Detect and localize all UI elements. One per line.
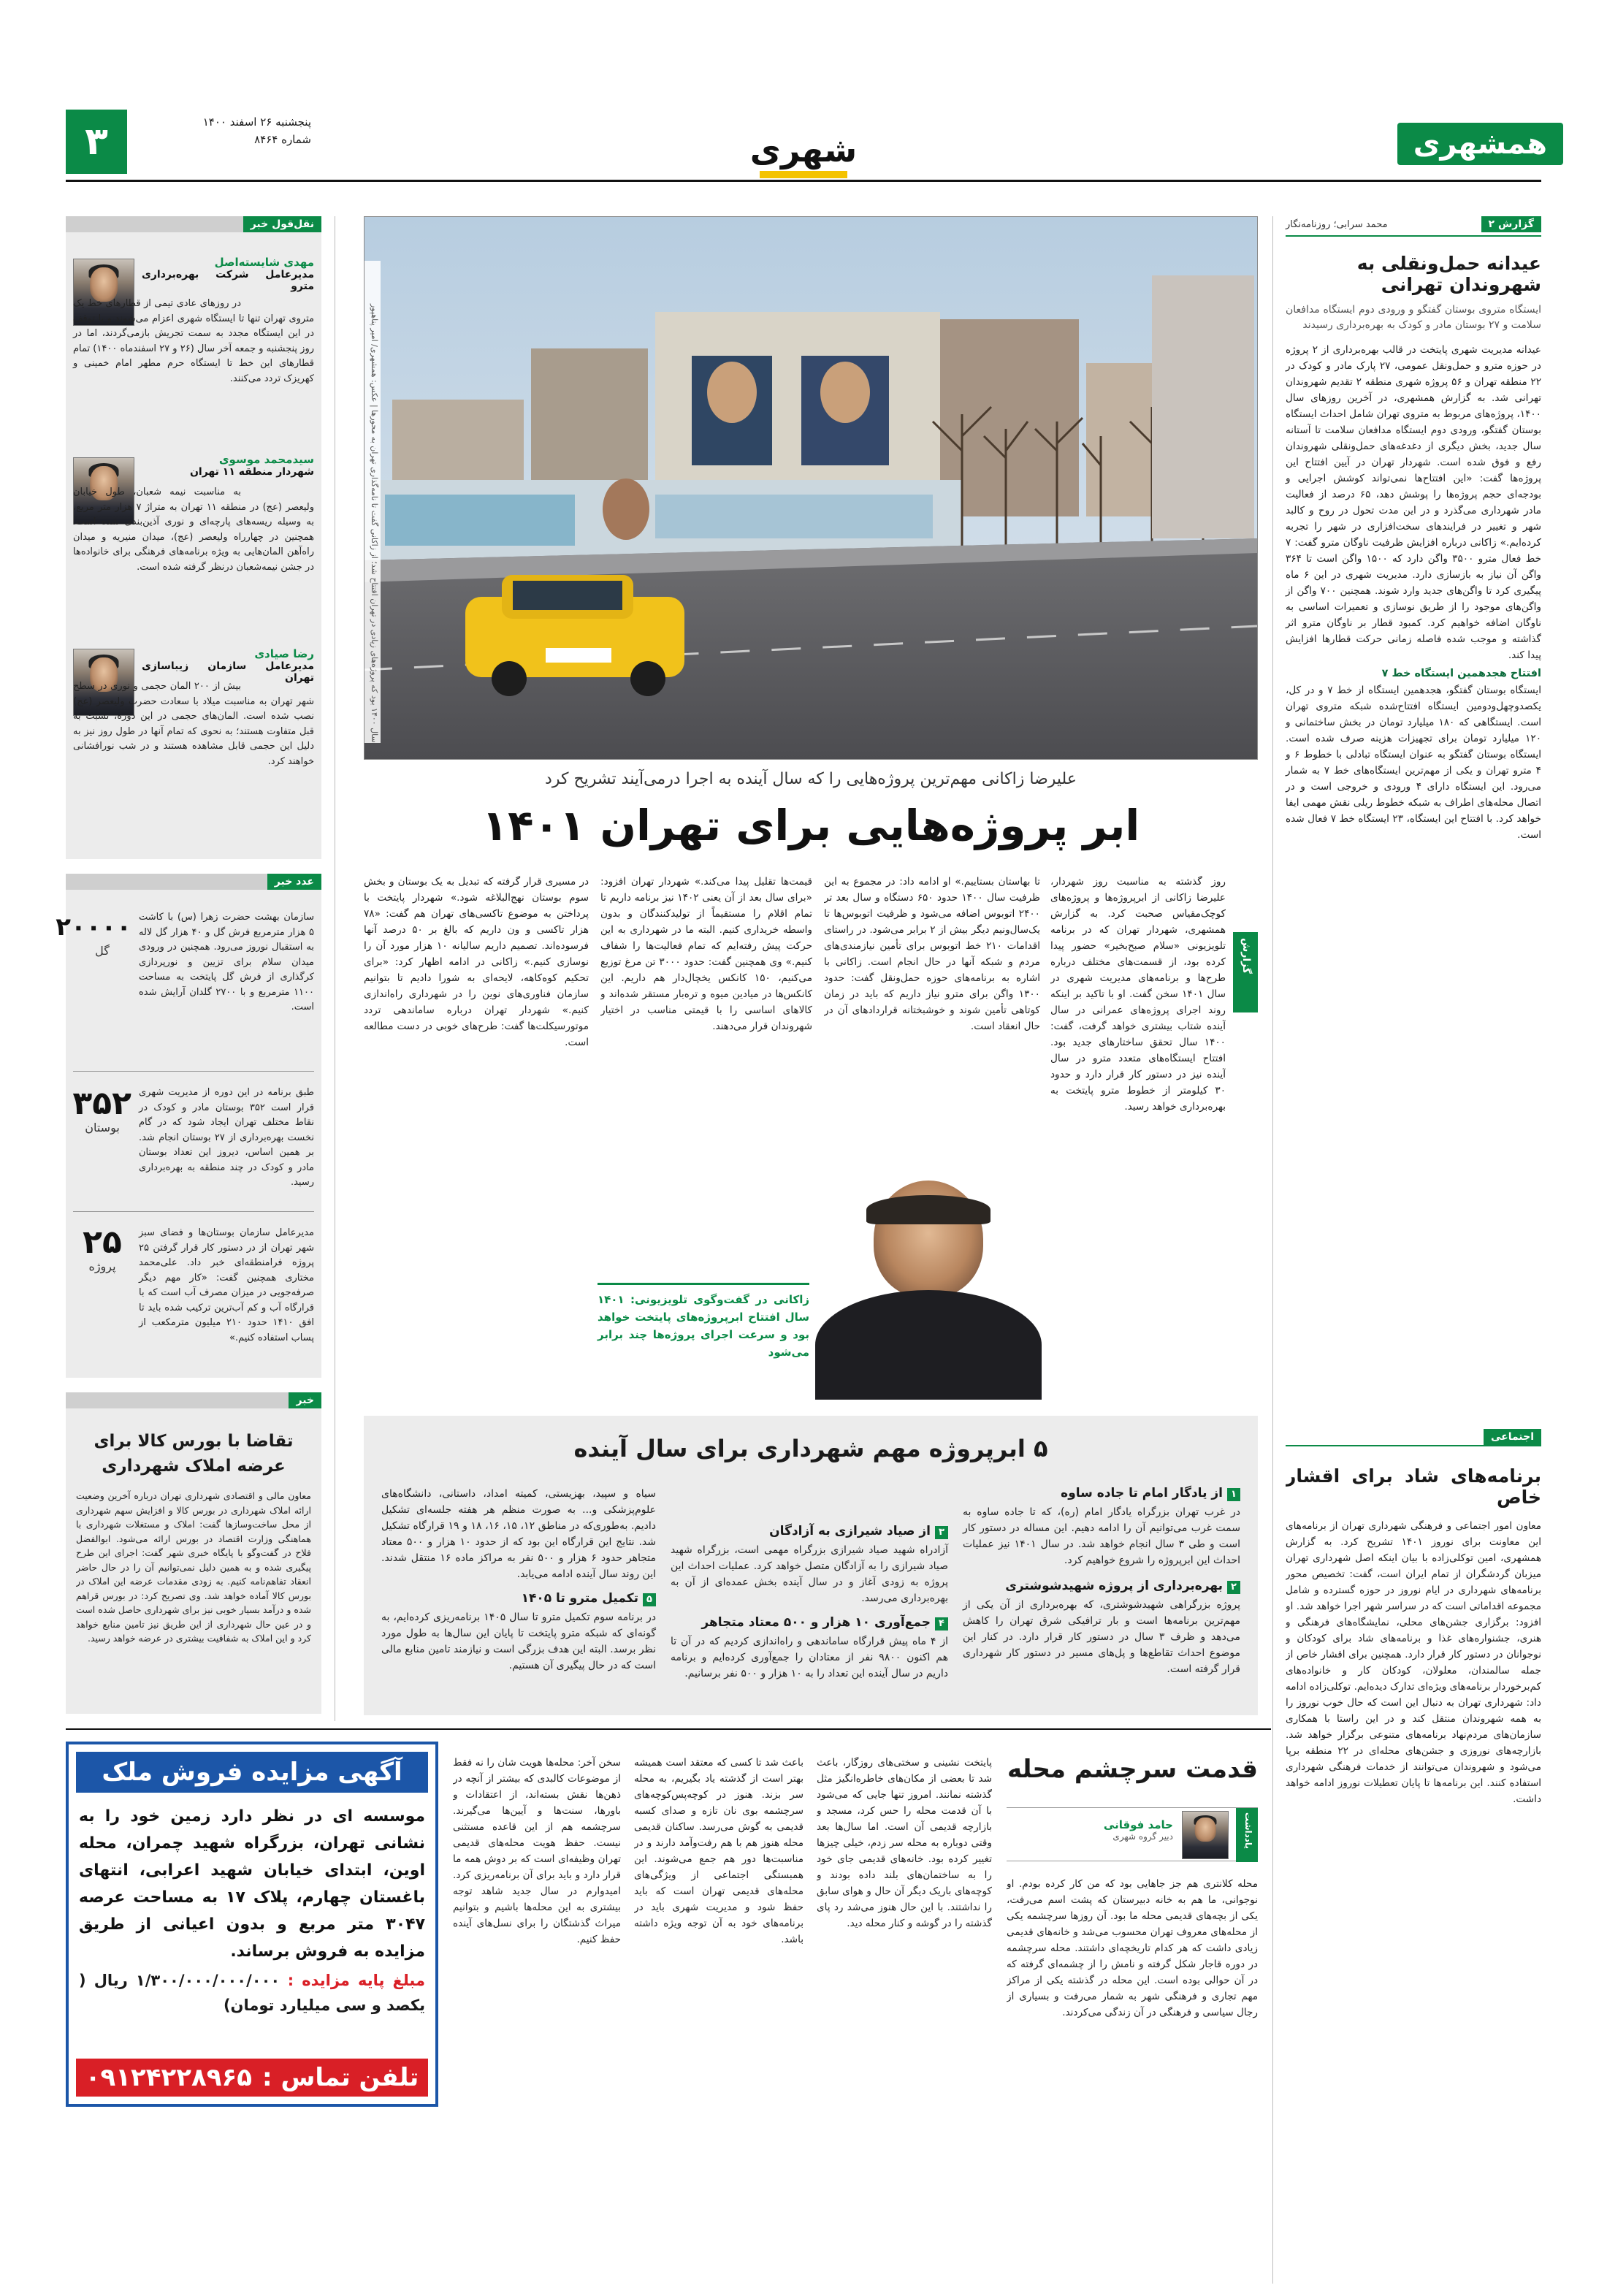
main-col-4: در مسیری قرار گرفته که تبدیل به یک بوستان و بخش سوم بوستان نهج‌البلاغه شود.» شهردار پایتخت با پرداختن به موضوع تاکسی‌های تهران هم گفت: «۷۸ هزار تاکسی و ون داریم که بالغ بر ۵۰ درصد آنها فرسوده‌اند. تصمیم داریم سالیانه ۱۰ هزار مورد آن را نوسازی کنیم.» زاکانی در ادامه اظهار کرد: «برای تحکیم کوه‌کاهه، لایحه‌ای به شورا دادیم تا بتوانیم سازمان فناوری‌های نوین را در شهرداری راه‌اندازی کنیم.» شهردار تهران درباره ساماندهی تردد موتورسیکلت‌ها گفت: طرح‌های خوبی در دست مطالعه است.: [364, 876, 589, 1048]
quote-title: مدیرعامل شرکت بهره‌برداری مترو: [142, 269, 314, 292]
news-tag: خبر: [289, 1392, 321, 1408]
main-kicker: علیرضا زاکانی مهم‌ترین پروژه‌هایی را که سال آینده به اجرا درمی‌آیند تشریح کرد: [545, 770, 1077, 788]
quote-name: مهدی شایسته‌اصل: [214, 256, 314, 269]
masthead: [0, 0, 1607, 183]
opinion-col-3: باعث شد تا کسی که معتقد است همیشه بهتر است از گذشته یاد بگیریم، به محله سر بزند. هنوز در کوچه‌پس‌کوچه‌های سرچشمه بوی نان تازه و صدای کسبه قدیمی به گوش می‌رسد. ساکنان قدیمی محله هنوز هم با هم رفت‌وآمد دارند و در مناسبت‌ها دور هم جمع می‌شوند. این همبستگی اجتماعی از ویژگی‌های محله‌های قدیمی تهران است که باید حفظ شود و مدیریت شهری باید در برنامه‌های خود به آن توجه ویژه داشته باشد.: [634, 1757, 804, 1945]
project-number: ۱: [1227, 1488, 1240, 1501]
section-underline: [760, 171, 847, 178]
projects-title: ۵ ابرپروژه مهم شهرداری برای سال آینده: [573, 1435, 1048, 1462]
project-number: ۴: [935, 1617, 948, 1631]
main-tag: گزارش: [1240, 938, 1252, 975]
ad-body: موسسه ای در نظر دارد زمین خود را به نشانی تهران، بزرگراه شهید چمران، محله اوین، ابتدای خیابان شهید اعرابی، انتهای باغستان چهارم، پلاک ۱۷ به مساحت عرصه ۳۰۴۷ متر مربع و بدون اعیانی از طریق مزایده به فروش برساند.: [79, 1807, 425, 1961]
header-rule: [66, 180, 1541, 182]
quote-text: در روزهای عادی تیمی از قطارهای خط یک متروی تهران تنها تا ایستگاه شهری اعزام می‌شوند و با توقف در این ایستگاه مجدد به سمت تجریش بازمی‌گردند، اما در روز پنجشنبه و جمعه آخر سال (۲۶ و ۲۷ اسفندماه ۱۴۰۰) تمام قطارهای این خط تا ایستگاه حرم مطهر امام خمینی و کهریزک تردد می‌کنند.: [73, 298, 314, 384]
project-text: از ۴ ماه پیش قرارگاه ساماندهی و راه‌اندازی کردیم که در آن تا هم اکنون ۹۸۰۰ نفر از معتادان را جمع‌آوری کرده‌ایم و برنامه داریم در سال آینده این تعداد را به ۱۰ هزار و ۵۰۰ نفر برسانیم.: [671, 1636, 948, 1679]
brand-logo: همشهری: [1397, 123, 1563, 165]
project-text: آزادراه شهید صیاد شیرازی بزرگراه مهمی است، بزرگراه شهید صیاد شیرازی را به آزادگان متصل خواهد کرد. عملیات احداث این پروژه به زودی آغاز و در سال آینده بخش عمده‌ای از آن به بهره‌برداری می‌رسد.: [671, 1544, 948, 1604]
project-title: از صیاد شیرازی به آزادگان: [769, 1524, 931, 1538]
ad-phone: ۰۹۱۲۴۲۲۸۹۶۵: [85, 2063, 253, 2092]
stat-text: مدیرعامل سازمان بوستان‌ها و فضای سبز شهر تهران از در دستور کار قرار گرفتن ۲۵ پروژه فرامنطقه‌ای خبر داد. علی‌محمد مختاری همچنین گفت: «کار مهم دیگر صرفه‌جویی در میزان مصرف آب است که با قرارگاه آب و کم آب‌ترین ترکیب شده باید تا افق ۱۴۱۰ حدود ۲۱۰ میلیون مترمکعب از پساب استفاده کنیم.»: [139, 1227, 314, 1343]
project-title: جمع‌آوری ۱۰ هزار و ۵۰۰ معتاد متجاهر: [701, 1615, 931, 1630]
social-body: معاون امور اجتماعی و فرهنگی شهرداری تهران از برنامه‌های این معاونت برای نوروز ۱۴۰۱ تشریح کرد. به گزارش همشهری، امین توکلی‌زاده با بیان اینکه اصل شهرداری تهران میزبان گردشگران از تمام ایران است، گفت: تخصیص محور برنامه‌های شهرداری در ایام نوروز در حوزه گسترده و شامل مجموعه اقداماتی است که در سراسر شهر اجرا خواهد شد. او افزود: برگزاری جشن‌های محلی، نمایشگاه‌های فرهنگی و هنری، جشنواره‌های غذا و برنامه‌های شاد برای کودکان و نوجوانان در دستور کار قرار دارد. همچنین برای اقشار خاص از جمله سالمندان، معلولان، کودکان کار و خانواده‌های کم‌برخوردار برنامه‌های ویژه‌ای تدارک دیده‌ایم. توکلی‌زاده ادامه داد: شهرداری تهران به دنبال این است که حال خوب نوروز را به همه شهروندان منتقل کند و در این راستا با همکاری سازمان‌های مردم‌نهاد برنامه‌های متنوعی برگزار خواهد شد. بازارچه‌های نوروزی و جشن‌های محله‌ای در ۲۲ منطقه برپا می‌شود و شهروندان می‌توانند از خدمات فرهنگی شهرداری استفاده کنند. این برنامه‌ها تا پایان تعطیلات نوروز ادامه خواهد داشت.: [1286, 1520, 1541, 1805]
bottom-rule: [66, 1728, 1271, 1730]
project-text: در برنامه سوم تکمیل مترو تا سال ۱۴۰۵ برنامه‌ریزی کرده‌ایم، به گونه‌ای که شبکه مترو پایتخت تا پایان این سال‌ها به طول مورد نظر برسد. البته این هدف بزرگی است و نیازمند تامین منابع مالی است که در حال پیگیری آن هستیم.: [381, 1612, 656, 1671]
stat-text: طبق برنامه در این دوره از مدیریت شهری قرار است ۳۵۲ بوستان مادر و کودک در نقاط مختلف تهران ایجاد شود که در گام نخست بهره‌برداری از ۲۷ بوستان انجام شد. بر همین اساس، دیروز این تعداد بوستان مادر و کودک در چند منطقه به بهره‌برداری رسید.: [139, 1087, 315, 1188]
main-article: [364, 874, 1258, 1400]
page-number: ۳: [66, 110, 127, 174]
street-photo: [364, 217, 1257, 760]
report-lead: ایستگاه متروی بوستان گفتگو و ورودی دوم ایستگاه مدافعان سلامت و ۲۷ بوستان مادر و کودک به بهره‌برداری رسیدند: [1286, 304, 1541, 331]
quote-name: سیدمحمد موسوی: [218, 453, 314, 466]
project-text: پروژه بزرگراهی شهیدشوشتری، که بهره‌برداری از آن یکی از مهم‌ترین برنامه‌ها است و بار ترافیکی شرق تهران را کاهش می‌دهد و ظرف ۳ سال در دستور کار قرار دارد. در کنار این موضوع احداث تقاطع‌ها و پل‌های مسیر در دستور کار شهرداری قرار گرفته است.: [963, 1599, 1240, 1675]
project-number: ۳: [935, 1526, 948, 1539]
main-col-3: قیمت‌ها تقلیل پیدا می‌کند.» شهردار تهران افزود: «برای سال بعد از آن یعنی ۱۴۰۲ نیز برنامه داریم تا تمام اقلام را مستقیماً از تولیدکنندگان و بدون واسطه خریداری کنیم. البته ما در شهرداری به این حرکت پیش رفته‌ایم که تمام فعالیت‌ها را شفاف کنیم.» وی همچنین گفت: حدود ۳۰۰۰ تن مرغ توزیع می‌کنیم، ۱۵۰ کانکس یخچال‌دار هم داریم. این کانکس‌ها در میادین میوه و تره‌بار مستقر شده‌اند و کالاهای اساسی را با قیمتی مناسب در اختیار شهروندان قرار می‌دهند.: [600, 876, 812, 1032]
report-body: عیدانه مدیریت شهری پایتخت در قالب بهره‌برداری از ۲ پروژه در حوزه مترو و حمل‌ونقل عمومی، ۲۷ پارک مادر و کودک در ۲۲ منطقه تهران و ۵۶ پروژه شهری منطقه ۲ تقدیم شهروندان تهرانی شد. به گزارش همشهری، در آخرین روزهای سال ۱۴۰۰، پروژه‌های مربوط به متروی تهران شامل احداث ایستگاه بوستان گفتگو، ورودی دوم ایستگاه مدافعان سلامت تا آستانه سال جدید، بخش دیگری از دغدغه‌های حمل‌ونقلی شهروندان رفع و فوق شده است. شهردار تهران در آیین افتتاح این پروژه‌ها گفت: «این افتتاح‌ها نمی‌تواند کوشش اجرایی و بودجه‌ای حجم پروژه‌ها را پوشش دهد، ۶۵ درصد از فعالیت مادر شهرداری می‌گذرد و در این مدت تحول در روح و کالبد شهر و تغییر در فرایندهای سخت‌افزاری در شهر را تجربه کرده‌ایم.» زاکانی درباره افزایش ظرفیت ناوگان مترو گفت: ۷ خط فعال مترو ۳۵۰۰ واگن دارد که ۱۵۰۰ واگن است تا ۳۶۴ واگن آن نیاز به بازسازی دارد. مدیریت شهری در این ۶ ماه پیگیری کرد تا واگن‌های جدید وارد شوند. همچنین ۷۰۰ واگن از واگن‌های موجود را از طریق نوسازی و تعمیرات اساسی به ناوگان اضافه خواهیم کرد. کمبود قطار بر ناوگان مترو اثر گذاشته و موجب شده فاصله زمانی حرکت قطارها افزایش پیدا کند.: [1286, 344, 1541, 661]
quote-title: شهردار منطقه ۱۱ تهران: [189, 466, 314, 478]
numbers-tag: عدد خبر: [267, 874, 321, 890]
quotes-box: [66, 216, 321, 859]
numbers-box: [56, 874, 321, 1378]
quote-name: رضا صیادی: [254, 647, 314, 660]
section-title: شهری: [749, 130, 858, 169]
pull-quote: زاکانی در گفت‌وگوی تلویزیونی: ۱۴۰۱ سال افتتاح ابرپروژه‌های پایتخت خواهد بود و سرعت اجرای پروژه‌ها چند برابر می‌شود: [598, 1283, 809, 1361]
main-photo: [364, 216, 1258, 760]
report-subhead: افتتاح هجدهمین ایستگاه خط ۷: [1381, 668, 1541, 679]
main-col-1: روز گذشته به مناسبت روز شهردار، علیرضا زاکانی از ابرپروژه‌ها و پروژه‌های کوچک‌مقیاس صحبت کرد. به گزارش همشهری، شهردار تهران که در برنامه تلویزیونی «سلام صبح‌بخیر» حضور پیدا کرده بود، از قسمت‌های مختلف درباره طرح‌ها و برنامه‌های مدیریت شهری در سال ۱۴۰۱ سخن گفت. او با تاکید بر اینکه روند اجرای پروژه‌های عمرانی در سال آینده شتاب بیشتری خواهد گرفت، گفت: ۱۴۰۰ سال تحقق ساختارهای جدید بود. افتتاح ایستگاه‌های متعدد مترو در سال آینده نیز در دستور کار قرار دارد و حدود ۳۰ کیلومتر از خطوط مترو پایتخت به بهره‌برداری خواهد رسید.: [1050, 876, 1226, 1113]
stat-value: ۲۵: [83, 1224, 122, 1261]
quote-text: به مناسبت نیمه شعبان، طول خیابان ولیعصر (عج) در منطقه ۱۱ تهران به متراژ ۷ هزار متر مربع، به وسیله ریسه‌های پارچه‌ای و نوری آذین‌بندی شده است. همچنین در چهارراه ولیعصر (عج)، میدان منیریه و میدان راه‌آهن المان‌هایی به ویژه برنامه‌های فرهنگی برای خانواده‌ها در جشن نیمه‌شعبان درنظر گرفته شده است.: [73, 487, 314, 573]
zakani-portrait: [815, 1181, 1042, 1400]
opinion-author: حامد فوقانی: [1103, 1818, 1173, 1831]
divider: [73, 1211, 314, 1212]
stat-unit: بوستان: [85, 1121, 120, 1134]
social-title: برنامه‌های شاد برای اقشار خاص: [1286, 1465, 1541, 1508]
report-2: [1286, 216, 1541, 1414]
stat-badge: [73, 1226, 131, 1273]
news-box: [66, 1392, 321, 1714]
social-section: [1286, 1429, 1541, 2284]
news-body: معاون مالی و اقتصادی شهرداری تهران درباره آخرین وضعیت ارائه املاک شهرداری در بورس کالا و افزایش سهم شهرداری از محل ساخت‌وسازها گفت: املاک و مستغلات شهرداری با هماهنگی وزارت اقتصاد در بورس ارائه می‌شود. ابوالفضل فلاح در گفت‌وگو با پایگاه خبری شهر گفت: اجرای این طرح پیگیری شده و به همین دلیل نمی‌توانیم آن را در حال حاضر انعقاد تفاهم‌نامه کنیم. به زودی مقدمات عرضه این املاک در بورس کالا آماده خواهد شد. وی تصریح کرد: در بورس قراهم شده و درآمد بسیار خوبی نیز برای شهرداری حاصل شده است و در عین حال شهرداری از این طریق نیز تامین منابع خواهد کرد و این املاک به شفافیت بیشتری در عرضه خواهد رسید.: [76, 1490, 311, 1644]
report-tag: گزارش ۲: [1481, 216, 1541, 232]
opinion-section: [453, 1740, 1258, 2273]
project-text: سیاه و سپید، بهزیستی، کمیته امداد، داستانی، دانشگاه‌های علوم‌پزشکی و... به صورت منظم هر هفته جلسه‌ای تشکیل دادیم. به‌طوری‌که در مناطق ۱۲، ۱۵، ۱۶، ۱۸ و ۱۹ قرارگاه تشکیل شد. نتایج این قرارگاه این بود که از حدود ۱۰ هزار و ۵۰۰ معتاد متجاهر حدود ۶ هزار و ۵۰۰ نفر به مراکز ماده ۱۶ منتقل شدند. این روند سال آینده ادامه می‌یابد.: [381, 1488, 657, 1580]
ad-phone-label: تلفن تماس :: [262, 2063, 419, 2092]
ad-price: ۱/۳۰۰/۰۰۰/۰۰۰/۰۰۰ ریال ( یکصد و سی میلیارد تومان): [79, 1972, 425, 2014]
project-number: ۲: [1227, 1581, 1240, 1594]
opinion-title: قدمت سرچشم محله: [1007, 1755, 1258, 1784]
stat-text: سازمان بهشت حضرت زهرا (س) با کاشت ۵ هزار مترمربع فرش گل و ۴۰ هزار گل لاله به استقبال نوروز می‌رود. همچنین در ورودی میدان سلام برای تزیین و نورپردازی کرگذاری از فرش گل پایتخت به مساحت ۱۱۰۰ مترمربع و با ۲۷۰۰ گلدان آرایش شده است.: [139, 912, 315, 1012]
opinion-col-4: سخن آخر: محله‌ها هویت شان را نه فقط از موضوعات کالبدی که بیشتر از آنچه در ذهن‌ها نقش بسته‌اند، از اعتقادات و باورها، سنت‌ها و آیین‌ها می‌گیرند. سرچشمه هم از این قاعده مستثنی نیست. حفظ هویت محله‌های قدیمی تهران وظیفه‌ای است که بر دوش همه ما قرار دارد و باید برای آن برنامه‌ریزی کرد. امیدوارم در سال جدید شاهد توجه بیشتری به این محله‌ها باشیم و بتوانیم میراث گذشتگان را برای نسل‌های آینده حفظ کنیم.: [453, 1757, 621, 1945]
opinion-col-1: محله کلانتری هم جز جاهایی بود که من کار کرده بودم. او نوجوانی، ما هم به خانه دبیرستان که پشت اسم می‌رفت، یکی از بچه‌های قدیمی محله ما بود. آن روزها سرچشمه یکی از محله‌های معروف تهران محسوب می‌شد و خانه‌های قدیمی زیادی داشت که هر کدام تاریخچه‌ای داشتند. محله سرچشمه در دوره قاجار شکل گرفته و نامش را از چشمه‌ای گرفته که در آن حوالی بوده است. این محله در گذشته یکی از مراکز مهم تجاری و فرهنگی شهر به شمار می‌رفت و بسیاری از رجال سیاسی و فرهنگی در آن زندگی می‌کردند.: [1007, 1878, 1258, 2018]
issue-number: شماره ۸۴۶۴: [254, 133, 311, 146]
avatar: [1182, 1811, 1229, 1859]
quotes-tag: نقل‌قول خبر: [243, 216, 321, 232]
social-tag: اجتماعی: [1484, 1429, 1541, 1445]
project-title: تکمیل مترو تا ۱۴۰۵: [521, 1591, 638, 1606]
issue-date: پنجشنبه ۲۶ اسفند ۱۴۰۰: [202, 115, 311, 129]
quote-text: بیش از ۲۰۰ المان حجمی و نوری در سطح شهر تهران به مناسبت میلاد با سعادت حضرت ولیعصر (عج) نصب شده است. المان‌های حجمی در این دوره، نسبت به قبل متفاوت هستند؛ به نحوی که تمام آنها در طول روز نیز به دلیل این حجمی قابل مشاهده هستند و در شب نورافشانی خواهند کرد.: [73, 681, 314, 767]
project-title: از یادگار امام تا جاده ساوه: [1061, 1486, 1223, 1500]
news-title: تقاضا با بورس کالا برای عرضه املاک شهرداری: [93, 1432, 294, 1476]
stat-unit: گل: [95, 944, 110, 958]
quote-title: مدیرعامل سازمان زیباسازی تهران: [142, 660, 314, 684]
report-title: عیدانه حمل‌ونقلی به شهروندان تهرانی: [1356, 253, 1541, 295]
opinion-col-2: پایتخت نشینی و سختی‌های روزگار، باعث شد تا بعضی از مکان‌های خاطره‌انگیز مثل گذشته نمانند. امروز تنها جایی که می‌شود با آن قدمت محله را حس کرد، مسجد و بازارچه قدیمی آن است. اما سال‌ها بعد وقتی دوباره به محله سر زدم، خیلی چیزها تغییر کرده بود. خانه‌های قدیمی جای خود را به ساختمان‌های بلند داده بودند و کوچه‌های باریک دیگر آن حال و هوای سابق را نداشتند. با این حال هنوز می‌شد رد پای گذشته را در گوشه و کنار محله دید.: [817, 1757, 992, 1929]
stat-value: ۳۵۲: [72, 1085, 131, 1122]
opinion-tag: یادداشت: [1243, 1812, 1253, 1849]
project-text: در غرب تهران بزرگراه یادگار امام (ره)، که تا جاده ساوه به سمت غرب می‌توانیم آن را ادامه دهیم. این مساله در دستور کار است و طی ۳ سال انجام خواهد شد. در سال ۱۴۰۱ نیز عملیات احداث این ابرپروژه را شروع خواهیم کرد.: [963, 1506, 1241, 1566]
ad-title: آگهی مزایده فروش ملک: [76, 1752, 428, 1793]
auction-ad: [66, 1742, 438, 2107]
ad-phone-bar: [76, 2059, 428, 2097]
col-divider: [1272, 216, 1273, 2284]
divider: [73, 1071, 314, 1072]
report-body-2: ایستگاه بوستان گفتگو، هجدهمین ایستگاه از خط ۷ و در کل، یکصدوچهل‌ودومین ایستگاه افتتاح‌شده شبکه متروی تهران است. ایستگاهی که ۱۸۰ میلیارد تومان در بخش ساختمانی و ۱۲۰ میلیارد تومان برای تجهیزات هزینه صرف شده است. ایستگاه بوستان گفتگو به عنوان ایستگاه تبادلی با خطوط ۶ و ۴ مترو تهران و یکی از مهم‌ترین ایستگاه‌های خط ۷ به شمار می‌رود. این ایستگاه دارای ۴ ورودی و خروجی است و در اتصال محله‌های اطراف به شبکه خطوط ریلی نقش مهمی ایفا خواهد کرد. با افتتاح این ایستگاه، ۲۳ ایستگاه خط ۷ فعال شده است.: [1286, 684, 1542, 841]
main-col-2: تا بهاستان بستاییم.» او ادامه داد: در مجموع به این ظرفیت سال ۱۴۰۰ حدود ۶۵۰ دستگاه و سال بعد تر ۲۴۰۰ اتوبوس اضافه می‌شود و ظرفیت اتوبوس‌ها تا یک‌سال‌ونیم دیگر بیش از ۲ برابر می‌شود. در راستای اقدامات ۲۱۰ خط اتوبوس برای تأمین نیازمندی‌های مردم و شبکه آنها در حال انجام است. زاکانی با اشاره به برنامه‌های حوزه حمل‌ونقل گفت: حدود ۱۳۰۰ واگن برای مترو نیاز داریم که باید در زمان کوتاهی تأمین شوند و خوشبختانه قراردادهای آن در حال انعقاد است.: [824, 876, 1040, 1032]
project-number: ۵: [643, 1593, 656, 1606]
photo-caption: سال ۱۴۰۰ بود که پروژه‌های زیادی در تهران افتتاح شد؛ از زاکانی گفت تا نامه‌گذاری تهران به محورها | عکس: همشهری/ امیر پناهپور: [364, 261, 381, 743]
opinion-author-role: دبیر گروه شهری: [1112, 1831, 1173, 1842]
stat-badge: [56, 910, 131, 958]
projects-box: [364, 1416, 1258, 1715]
stat-value: ۲۰۰۰۰: [56, 912, 131, 942]
stat-unit: پروژه: [88, 1259, 116, 1273]
ad-price-label: مبلغ پایه مزایده :: [287, 1972, 425, 1989]
main-headline: ابر پروژه‌هایی برای تهران ۱۴۰۱: [481, 801, 1140, 850]
report-byline: محمد سرابی؛ روزنامه‌نگار: [1286, 218, 1388, 230]
stat-badge: [73, 1087, 131, 1134]
project-title: بهره‌برداری از پروژه شهیدشوشتری: [1005, 1579, 1223, 1593]
